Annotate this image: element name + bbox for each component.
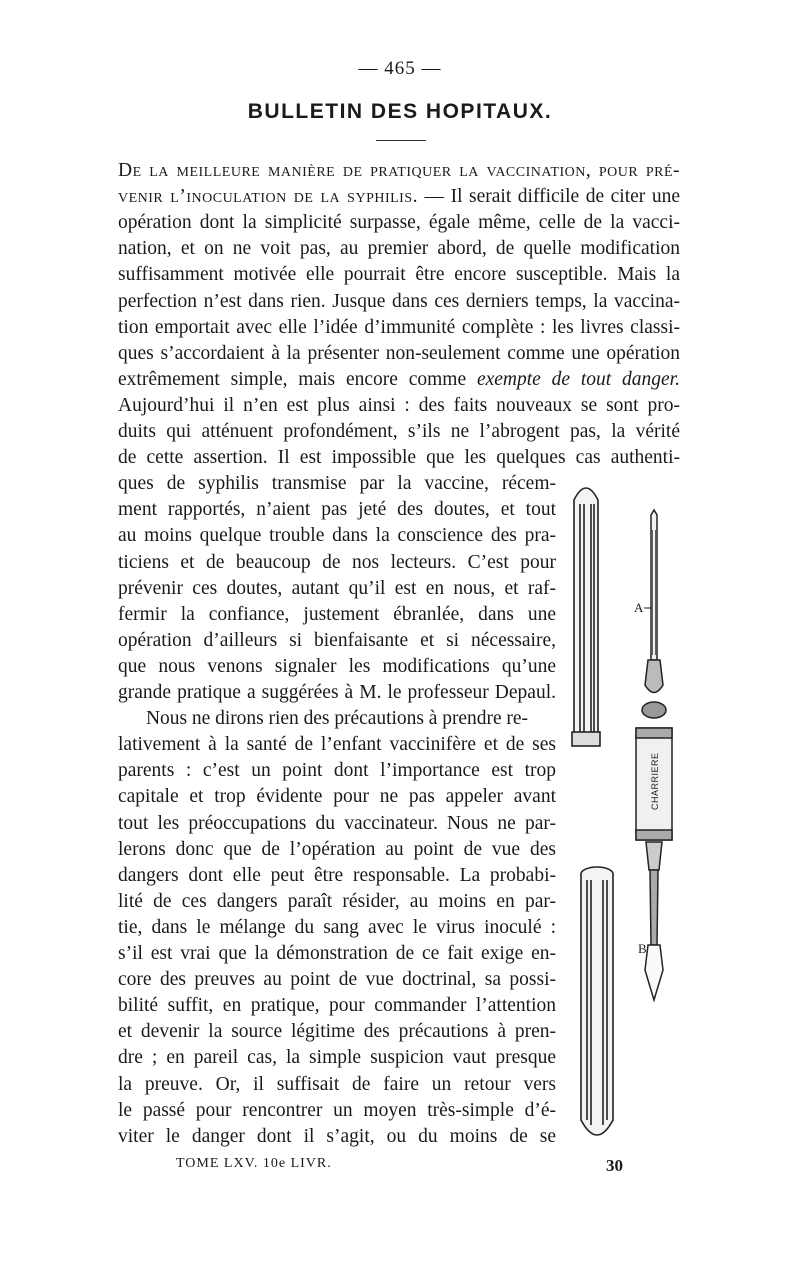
- text-run: grande pratique a suggérées à M. le professeur Depaul.: [118, 682, 556, 703]
- text-line: [118, 732, 556, 758]
- text-line: [118, 837, 556, 863]
- text-run: dre ; en pareil cas, la simple suspicion vaut presque: [118, 1047, 556, 1069]
- text-line: [118, 941, 556, 967]
- text-line: [118, 236, 680, 262]
- maker-stamp: CHARRIERE: [650, 752, 660, 810]
- text-run: ment rapportés, n’aient pas jeté des doutes, et tout: [118, 499, 556, 521]
- section-title: venir l’inoculation de la syphilis.: [118, 186, 419, 208]
- text-line: [118, 315, 680, 341]
- text-line: [118, 915, 556, 941]
- text-run: lerons donc que de l’opération au point de vue des: [118, 838, 556, 860]
- text-line: [118, 471, 556, 497]
- text-line: [118, 811, 556, 837]
- vaccination-lancet-illustration: [560, 470, 690, 1150]
- page-number: — 465 —: [358, 58, 442, 79]
- text-line: [118, 1019, 556, 1045]
- header-rule: [376, 140, 426, 141]
- text-run: s’il est vrai que la démonstration de ce fait exige en-: [118, 943, 556, 964]
- text-run: tie, dans le mélange du sang avec le virus inoculé :: [118, 916, 556, 938]
- text-line: [146, 706, 528, 732]
- text-line: [118, 628, 556, 654]
- text-run: et devenir la source légitime des précautions à pren-: [118, 1021, 556, 1043]
- text-run: tion emportait avec elle l’idée d’immunité complète : les livres classi-: [118, 316, 680, 338]
- text-line: [118, 158, 680, 184]
- text-run: prévenir ces doutes, autant qu’il est en nous, et raf-: [118, 577, 556, 599]
- text-line: [118, 289, 680, 315]
- text-line: [118, 419, 680, 445]
- text-run: — Il serait difficile de citer une: [418, 186, 680, 208]
- text-run: fermir la confiance, justement ébranlée, dans une: [118, 603, 556, 625]
- text-line: [118, 523, 556, 549]
- text-line: [118, 497, 556, 523]
- text-run: ques de syphilis transmise par la vaccine, récem-: [118, 473, 556, 495]
- text-run: ticiens et de beaucoup de nos lecteurs. C’est pour: [118, 551, 556, 573]
- text-run: Aujourd’hui il n’en est plus ainsi : des faits nouveaux se sont pro-: [118, 394, 680, 416]
- text-line: [118, 680, 556, 706]
- text-line: [118, 967, 556, 993]
- text-run: perfection n’est dans rien. Jusque dans ces derniers temps, la vaccina-: [118, 290, 680, 312]
- text-line: [118, 210, 680, 236]
- text-run: lité de ces dangers paraît résider, au moins en par-: [118, 890, 556, 912]
- text-line: [118, 602, 556, 628]
- text-run: de cette assertion. Il est impossible que les quelques cas authenti-: [118, 447, 680, 469]
- footer-signature: 30: [606, 1156, 623, 1175]
- text-run: tout les préoccupations du vaccinateur. Nous ne par-: [118, 812, 556, 834]
- text-run: parents : c’est un point dont l’importance est trop: [118, 760, 556, 782]
- text-run: core des preuves au point de vue doctrinal, sa possi-: [118, 969, 556, 991]
- lancet-sheath-upper: [572, 488, 600, 746]
- text-line: [118, 784, 556, 810]
- text-run: opération d’ailleurs si bienfaisante et si nécessaire,: [118, 629, 556, 651]
- label-a: A: [634, 600, 644, 615]
- lancet-sheath-lower: [581, 867, 613, 1135]
- text-run: ques s’accordaient à la présenter non-seulement comme une opération: [118, 342, 680, 364]
- text-line: [118, 1098, 556, 1124]
- text-run: dangers dont elle peut être responsable. La probabi-: [118, 864, 556, 886]
- text-run: opération dont la simplicité surpasse, égale même, celle de la vacci-: [118, 212, 680, 234]
- text-line: [118, 576, 556, 602]
- text-run: nation, et on ne voit pas, au premier abord, de quelle modification: [118, 238, 680, 260]
- text-line: [118, 758, 556, 784]
- text-line: [118, 184, 680, 210]
- text-run: la preuve. Or, il suffisait de faire un retour vers: [118, 1073, 556, 1095]
- text-line: [118, 1045, 556, 1071]
- text-line: [118, 1124, 556, 1150]
- text-run: que nous venons signaler les modifications qu’une: [118, 655, 556, 677]
- text-line: [118, 889, 556, 915]
- text-run: au moins quelque trouble dans la conscience des pra-: [118, 525, 556, 547]
- text-line: [118, 993, 556, 1019]
- running-header: BULLETIN DES HOPITAUX.: [247, 100, 553, 123]
- text-line: [118, 863, 556, 889]
- text-line: [118, 341, 680, 367]
- text-line: [118, 262, 680, 288]
- text-run: duits qui atténuent profondément, s’ils ne l’abrogent pas, la vérité: [118, 421, 680, 442]
- text-line: [118, 654, 556, 680]
- text-run: Nous ne dirons rien des précautions à prendre re-: [146, 708, 528, 730]
- text-run: lativement à la santé de l’enfant vaccinifère et de ses: [118, 734, 556, 756]
- text-line: [118, 1072, 556, 1098]
- text-run: bilité suffit, en pratique, pour commander l’attention: [118, 995, 556, 1017]
- section-title: De la meilleure manière de pratiquer la vaccination, pour pré-: [118, 160, 680, 181]
- label-b: B: [638, 941, 647, 956]
- text-run: extrêmement simple, mais encore comme: [118, 368, 477, 390]
- italic-text: exempte de tout danger.: [476, 368, 680, 390]
- text-run: capitale et trop évidente pour ne pas appeler avant: [118, 786, 556, 808]
- text-line: [118, 393, 680, 419]
- text-run: viter le danger dont il s’agit, ou du moins de se: [118, 1125, 556, 1147]
- text-line: [118, 445, 680, 471]
- text-line: [118, 367, 680, 393]
- text-run: suffisamment motivée elle pourrait être encore susceptible. Mais la: [118, 264, 680, 286]
- text-line: [118, 550, 556, 576]
- footer-volume: TOME LXV. 10e LIVR.: [176, 1156, 332, 1171]
- text-run: le passé pour rencontrer un moyen très-simple d’é-: [118, 1099, 556, 1121]
